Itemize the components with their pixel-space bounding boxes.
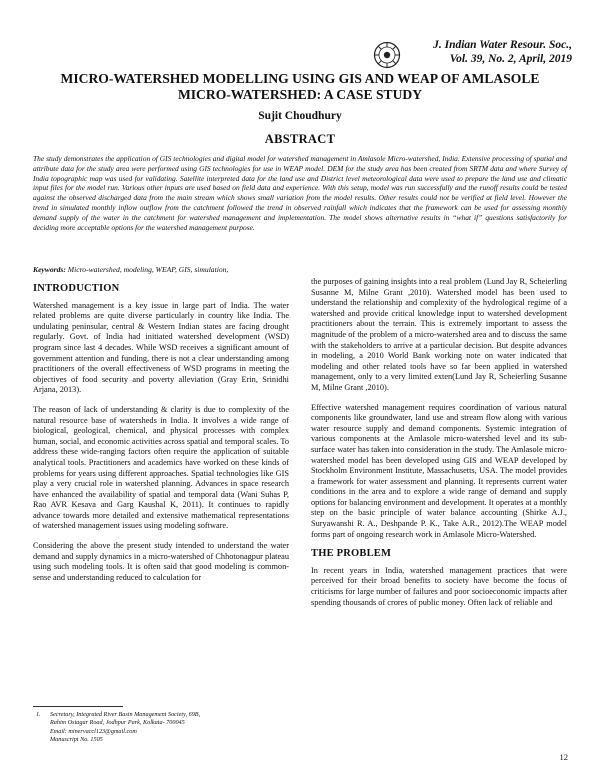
journal-citation — [433, 38, 572, 66]
intro-paragraph-2: The reason of lack of understanding & clarity is due to complexity of the natural resource base of watersheds in India. It involves a wide range of biological, geological, chemical, and physical processes with complex human, social, and economic activities across spatial and temporal scales. To address these wide-ranging factors often require the application of suitable analytical tools. Practitioners and academics have worked on these kinds of problems for years using different approaches. Spatial technologies like GIS play a very crucial role in watershed planning. Advances in space research have enhanced the availability of spatial and temporal data (Wani Suhas P, Rao AVR Kesava and Garg Kaushal K, 2011). It continues to rapidly advance towards more detailed and extensive mathematical representations of watershed management issues using modeling software. — [33, 404, 289, 531]
footnote-divider — [33, 706, 123, 707]
right-paragraph-2: Effective watershed management requires coordination of various natural components like groundwater, land use and stream flow along with various water resource supply and demand components. Systemic integration of various components at the Amlasole micro-watershed level and its sub-surface water has taken into consideration in the study. The Amlasole micro-watershed model has been developed using GIS and WEAP developed by Stockholm Environment Institute, Massachusetts, USA. The model provides a framework for water assessment and planning. It represents current water conditions in the area and to explore a wide range of demand and supply options for balancing environment and development. It operates at a monthly step on the basic principle of water balance accounting (Shirke A.J., Suryawanshi R. A., Deshpande P. K., Take A.R., 2012).The WEAP model forms part of ongoing research work in Amlasole Micro-Watershed. — [311, 402, 567, 539]
keywords — [33, 265, 567, 274]
left-column — [33, 284, 289, 592]
footnote-manuscript: Manuscript No. 1505 — [50, 736, 103, 744]
right-column — [311, 277, 567, 617]
journal-logo — [373, 41, 401, 69]
problem-heading: THE PROBLEM — [311, 548, 392, 560]
footnote-email: Email: minervaccl123@gmail.com — [50, 727, 137, 735]
keywords-list: Micro-watershed, modeling, WEAP, GIS, simulation, — [65, 265, 229, 274]
footnote-affiliation: Secretary, Integrated River Basin Management Society, 69B, — [50, 711, 201, 718]
introduction-heading: INTRODUCTION — [33, 283, 120, 294]
page-number: 12 — [559, 752, 568, 762]
author-footnote — [36, 711, 276, 745]
right-paragraph-3: In recent years in India, watershed management practices that were perceived for their broad benefits to society have become the focus of criticisms for large number of failures and poor socioeconomic impacts after spending thousands of crores of public money. Often lack of reliable and — [311, 565, 567, 607]
footnote-address: Rahim Ostagar Road, Jodhpur Park, Kolkata- 700045 — [50, 719, 185, 727]
abstract-heading: ABSTRACT — [264, 132, 336, 146]
abstract-text: The study demonstrates the application of GIS technologies and digital model for watershed management in Amlasole Micro-watershed, India. Extensive processing of spatial and attribute data for the study area were performed using GIS technologies for use in WEAP model. DEM for the study area has been created from SRTM data and where Survey of India topographic map was used for validating. Satellite interpreted data for the land use and District level meteorological data were used to prepare the land use and climatic input files for the model run. Various other inputs are used based on field data and experience. With this setup, model was run successfully and the runoff results could be tested against the observed discharged data from the main stream which shows small variation from the model results. Other results could not be verified at field level. However the trend in simulated monthly inflow outflow from the catchment followed the trend in observed rainfall which indicates that the framework can be used for assessing monthly demand supply of the water in the catchment for watershed management and implementation. The model shows alternative results in “what if” questions satisfactorily for deciding more acceptable options for the watershed management purpose. — [33, 154, 567, 232]
paper-title — [40, 71, 560, 103]
right-paragraph-1: the purposes of gaining insights into a real problem (Lund Jay R, Scheierling Susanne M, Milne Grant ,2010). Watershed model has been used to understand the relationship and complexity of the hydrological regime of a watershed and provide critical knowledge input to watershed development practitioners about the terrain. This is extremely important to assess the magnitude of the problem of a micro-watershed area and to discuss the same with the stakeholders to arrive at a particular decision. But despite advances in modeling, a 2010 World Bank working note on water indicated that modeling and other related tools have so far been applied in watershed management, only to a very limited exten(Lund Jay R, Scheierling Susanne M, Milne Grant ,2010). — [311, 277, 567, 392]
author-name: Sujit Choudhury — [258, 110, 342, 122]
intro-paragraph-1: Watershed management is a key issue in large part of India. The water related problems are quite diverse particularly in country like India. The undulating peninsular, central & Western Indian states are facing drought regularly. Govt. of India had initiated watershed development (WSD) program since last 4 decades. While WSD receives a significant amount of government attention and funding, there is not a clear understanding among practitioners of the overall effectiveness of WSD programs in meeting the objectives of food security and poverty alleviation (Gray Erin, Srinidhi Arjana, 2013). — [33, 300, 289, 395]
intro-paragraph-3: Considering the above the present study intended to understand the water demand and supply dynamics in a micro-watershed of Chhotonagpur plateau using such modeling tools. It is often said that good modeling is common-sense and understanding reduced to calculation for — [33, 541, 289, 582]
journal-volume: Vol. 39, No. 2, April, 2019 — [449, 53, 572, 65]
footnote-number: 1. — [36, 711, 41, 718]
title-line-1: MICRO-WATERSHED MODELLING USING GIS AND WEAP OF AMLASOLE — [60, 71, 540, 86]
keywords-label: Keywords: — [33, 265, 66, 274]
journal-name: J. Indian Water Resour. Soc., — [433, 39, 572, 51]
title-line-2: MICRO-WATERSHED: A CASE STUDY — [177, 87, 423, 102]
